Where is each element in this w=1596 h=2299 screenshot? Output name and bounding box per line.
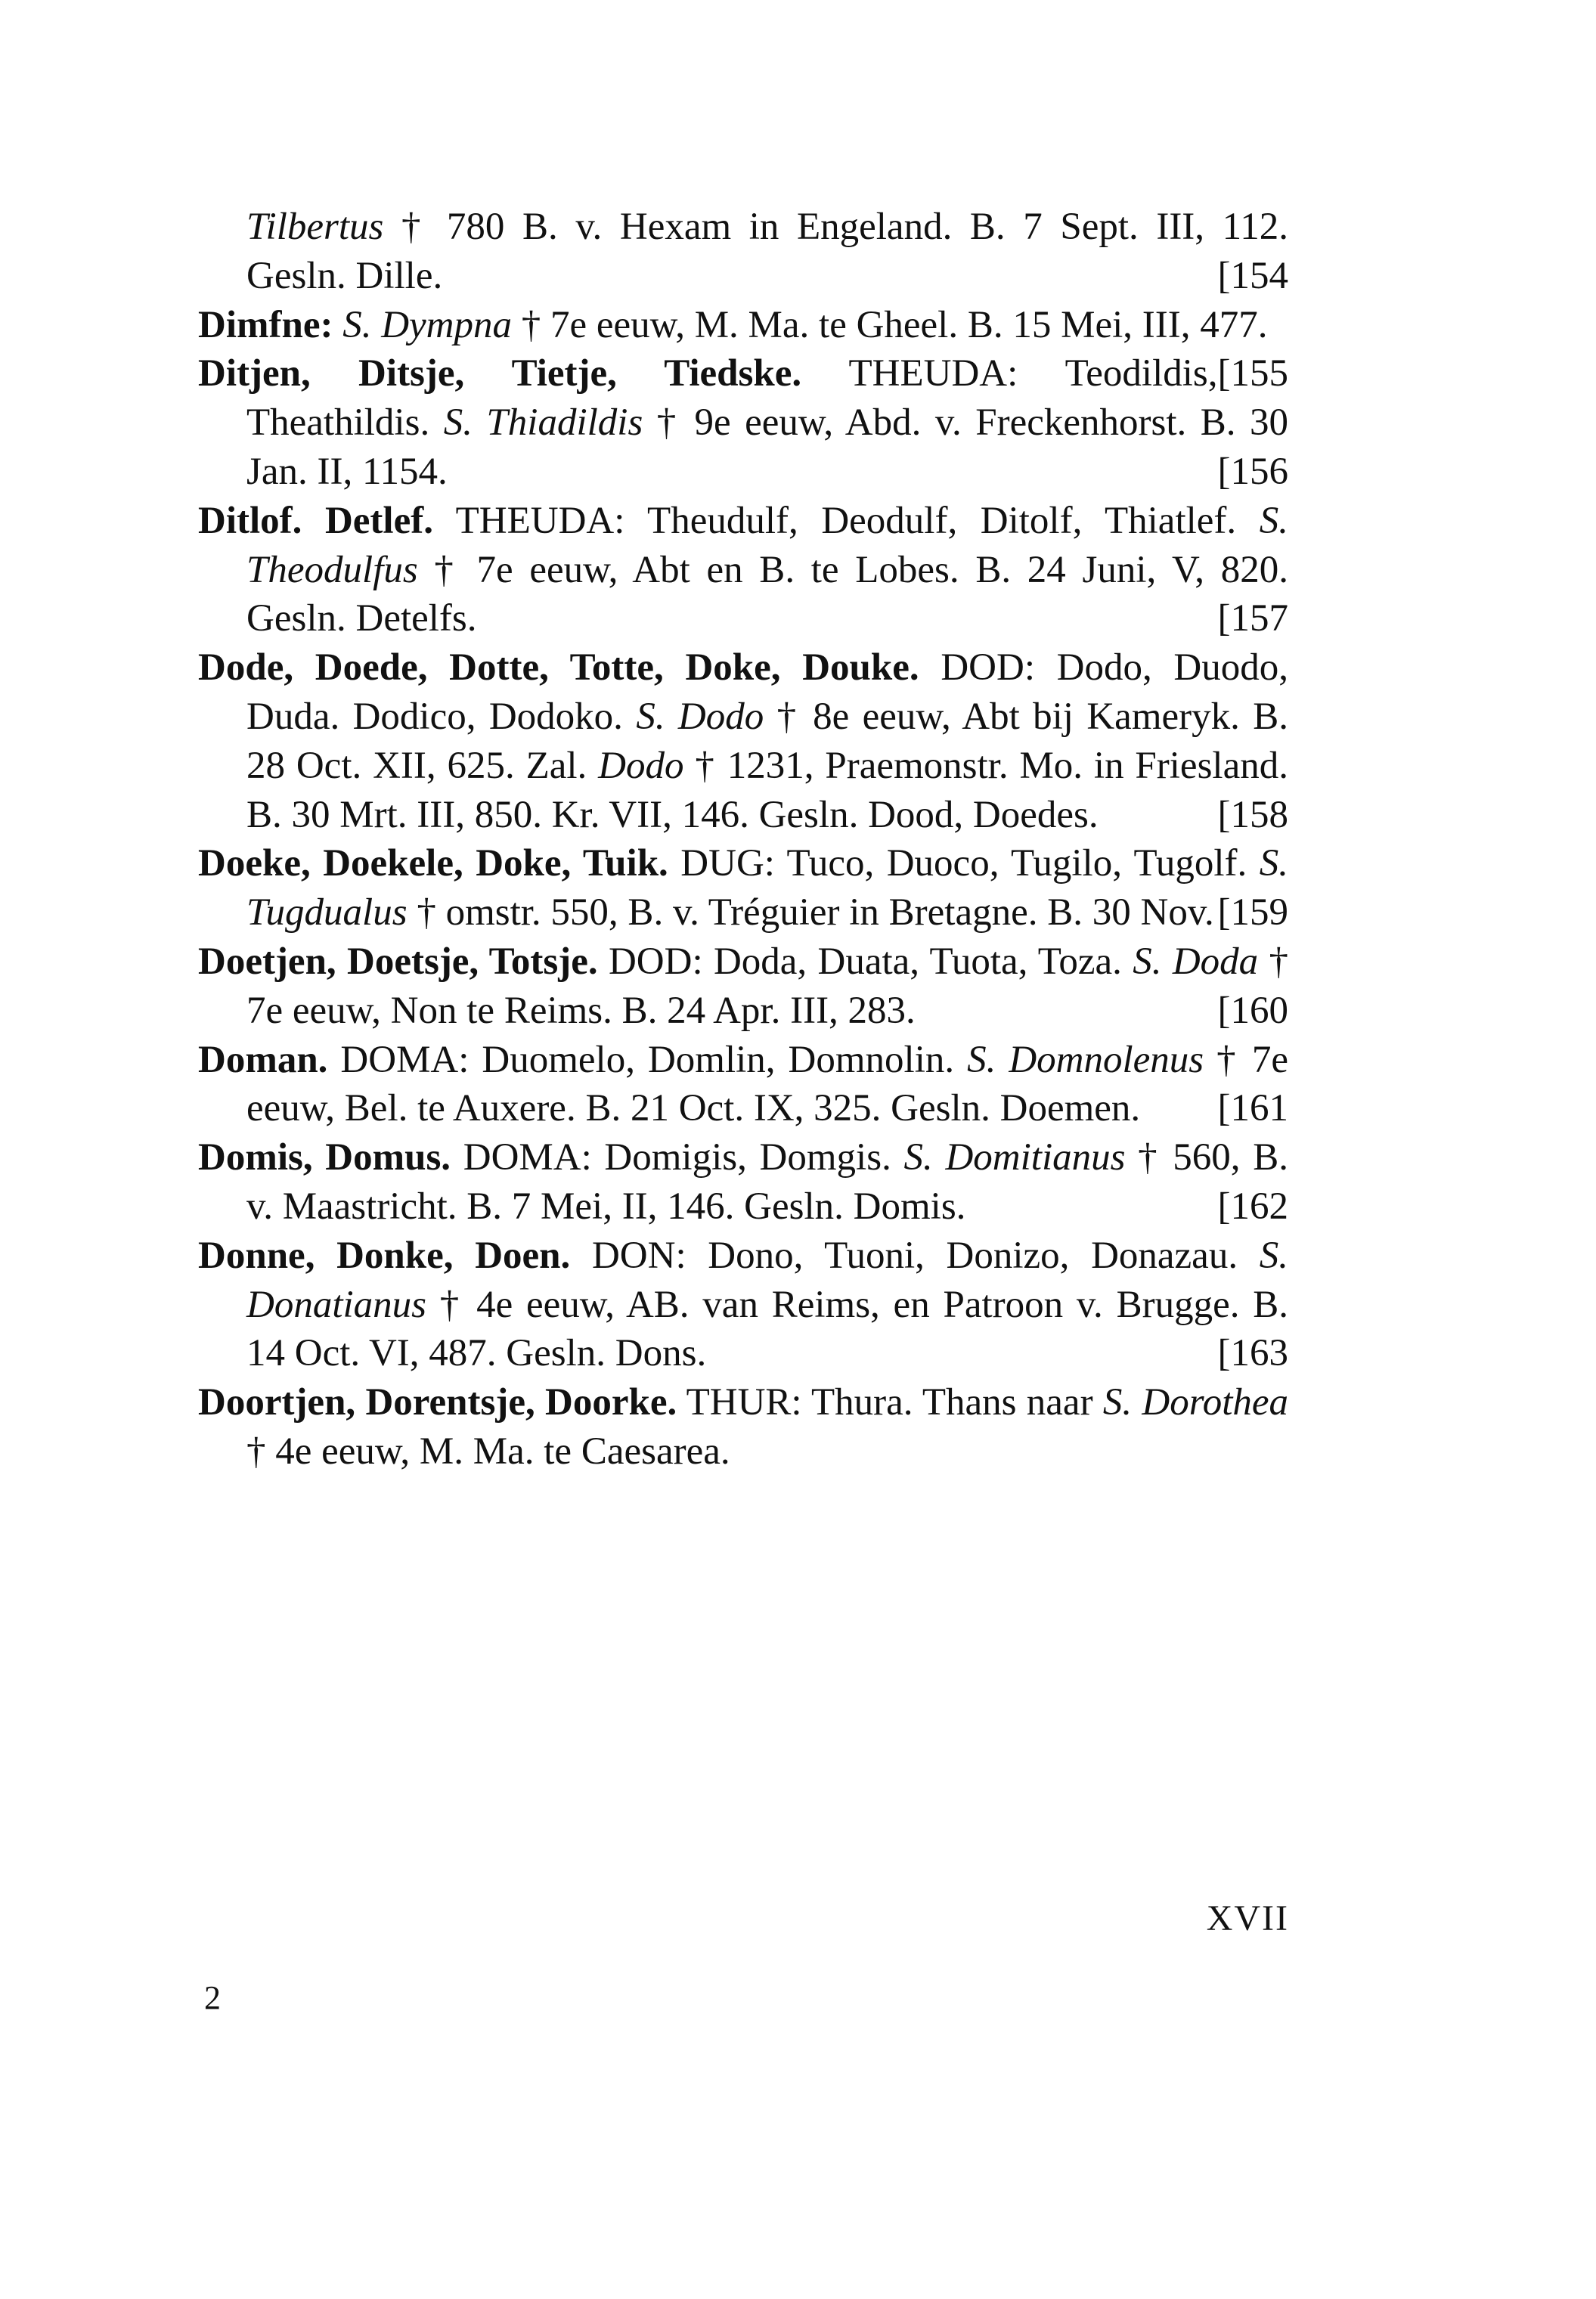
entry-text: THEUDA: Theudulf, Deodulf, Ditolf, Thiatlef. S. Theodulfus † 7e eeuw, Abt en B. te Lobes. B. 24 Juni, V, 820. Gesln. Detelfs. (246, 499, 1288, 640)
entry-headword: Ditlof. Detlef. (198, 499, 433, 542)
entry-headword: Doortjen, Dorentsje, Doorke. (198, 1381, 677, 1424)
dictionary-entry (198, 839, 1288, 937)
entry-headword: Dimfne: (198, 303, 333, 346)
entry-headword: Donne, Donke, Doen. (198, 1234, 571, 1277)
entry-text: DON: Dono, Tuoni, Donizo, Donazau. S. Donatianus † 4e eeuw, AB. van Reims, en Patroon v. Brugge. B. 14 Oct. VI, 487. Gesln. Dons. (246, 1234, 1288, 1375)
entry-text: DOMA: Domigis, Domgis. S. Domitianus † 560, B. v. Maastricht. B. 7 Mei, II, 146. Gesln. Domis. (246, 1136, 1288, 1228)
entry-number: [156 (1217, 450, 1288, 493)
entry-number: [162 (1217, 1185, 1288, 1228)
dictionary-entry (198, 643, 1288, 839)
entry-number: [161 (1217, 1087, 1288, 1130)
dictionary-entry (198, 1036, 1288, 1134)
entry-number: [158 (1217, 793, 1288, 836)
entry-number: [159 (1217, 891, 1288, 934)
entry-number: [160 (1217, 989, 1288, 1032)
entry-text: Tilbertus † 780 B. v. Hexam in Engeland. B. 7 Sept. III, 112. Gesln. Dille. (246, 206, 1288, 297)
entry-headword: Dode, Doede, Dotte, Totte, Doke, Douke. (198, 646, 919, 689)
entry-text: DOD: Doda, Duata, Tuota, Toza. S. Doda † 7e eeuw, Non te Reims. B. 24 Apr. III, 283. (246, 940, 1288, 1032)
gathering-number: 2 (204, 1979, 221, 2016)
entry-headword: Doetjen, Doetsje, Totsje. (198, 940, 598, 983)
entry-number: [155 (1217, 352, 1288, 395)
entry-headword: Domis, Domus. (198, 1136, 451, 1179)
dictionary-entry (198, 1232, 1288, 1378)
entry-text: S. Dympna † 7e eeuw, M. Ma. te Gheel. B. 15 Mei, III, 477. (342, 303, 1268, 346)
entry-text: THUR: Thura. Thans naar S. Dorothea † 4e eeuw, M. Ma. te Caesarea. (246, 1381, 1288, 1473)
entry-headword: Ditjen, Ditsje, Tietje, Tiedske. (198, 352, 802, 395)
entry-number: [163 (1217, 1332, 1288, 1375)
entry-number: [157 (1217, 597, 1288, 640)
entry-number: [154 (1217, 254, 1288, 297)
dictionary-entry (198, 203, 1288, 301)
entry-list (198, 203, 1288, 1476)
dictionary-entry (198, 937, 1288, 1036)
entry-headword: Doeke, Doekele, Doke, Tuik. (198, 842, 668, 885)
signature-mark: XVII (1206, 1898, 1289, 1938)
dictionary-entry (198, 349, 1288, 496)
entry-text: DOD: Dodo, Duodo, Duda. Dodico, Dodoko. S. Dodo † 8e eeuw, Abt bij Kameryk. B. 28 Oct. XII, 625. Zal. Dodo † 1231, Praemonstr. Mo. in Friesland. B. 30 Mrt. III, 850. Kr. VII, 146. Gesln. Dood, Doedes. (246, 646, 1288, 836)
entry-text: THEUDA: Teodildis, Theathildis. S. Thiadildis † 9e eeuw, Abd. v. Freckenhorst. B. 30 Jan. II, 1154. (246, 352, 1289, 493)
dictionary-entry (198, 1378, 1288, 1476)
entry-headword: Doman. (198, 1038, 328, 1081)
entry-text: DUG: Tuco, Duoco, Tugilo, Tugolf. S. Tugdualus † omstr. 550, B. v. Tréguier in Bretagne. B. 30 Nov. (246, 842, 1288, 934)
dictionary-entry (198, 497, 1288, 643)
entry-text: DOMA: Duomelo, Domlin, Domnolin. S. Domnolenus † 7e eeuw, Bel. te Auxere. B. 21 Oct. IX, 325. Gesln. Doemen. (246, 1038, 1288, 1130)
dictionary-entry (198, 1133, 1288, 1232)
